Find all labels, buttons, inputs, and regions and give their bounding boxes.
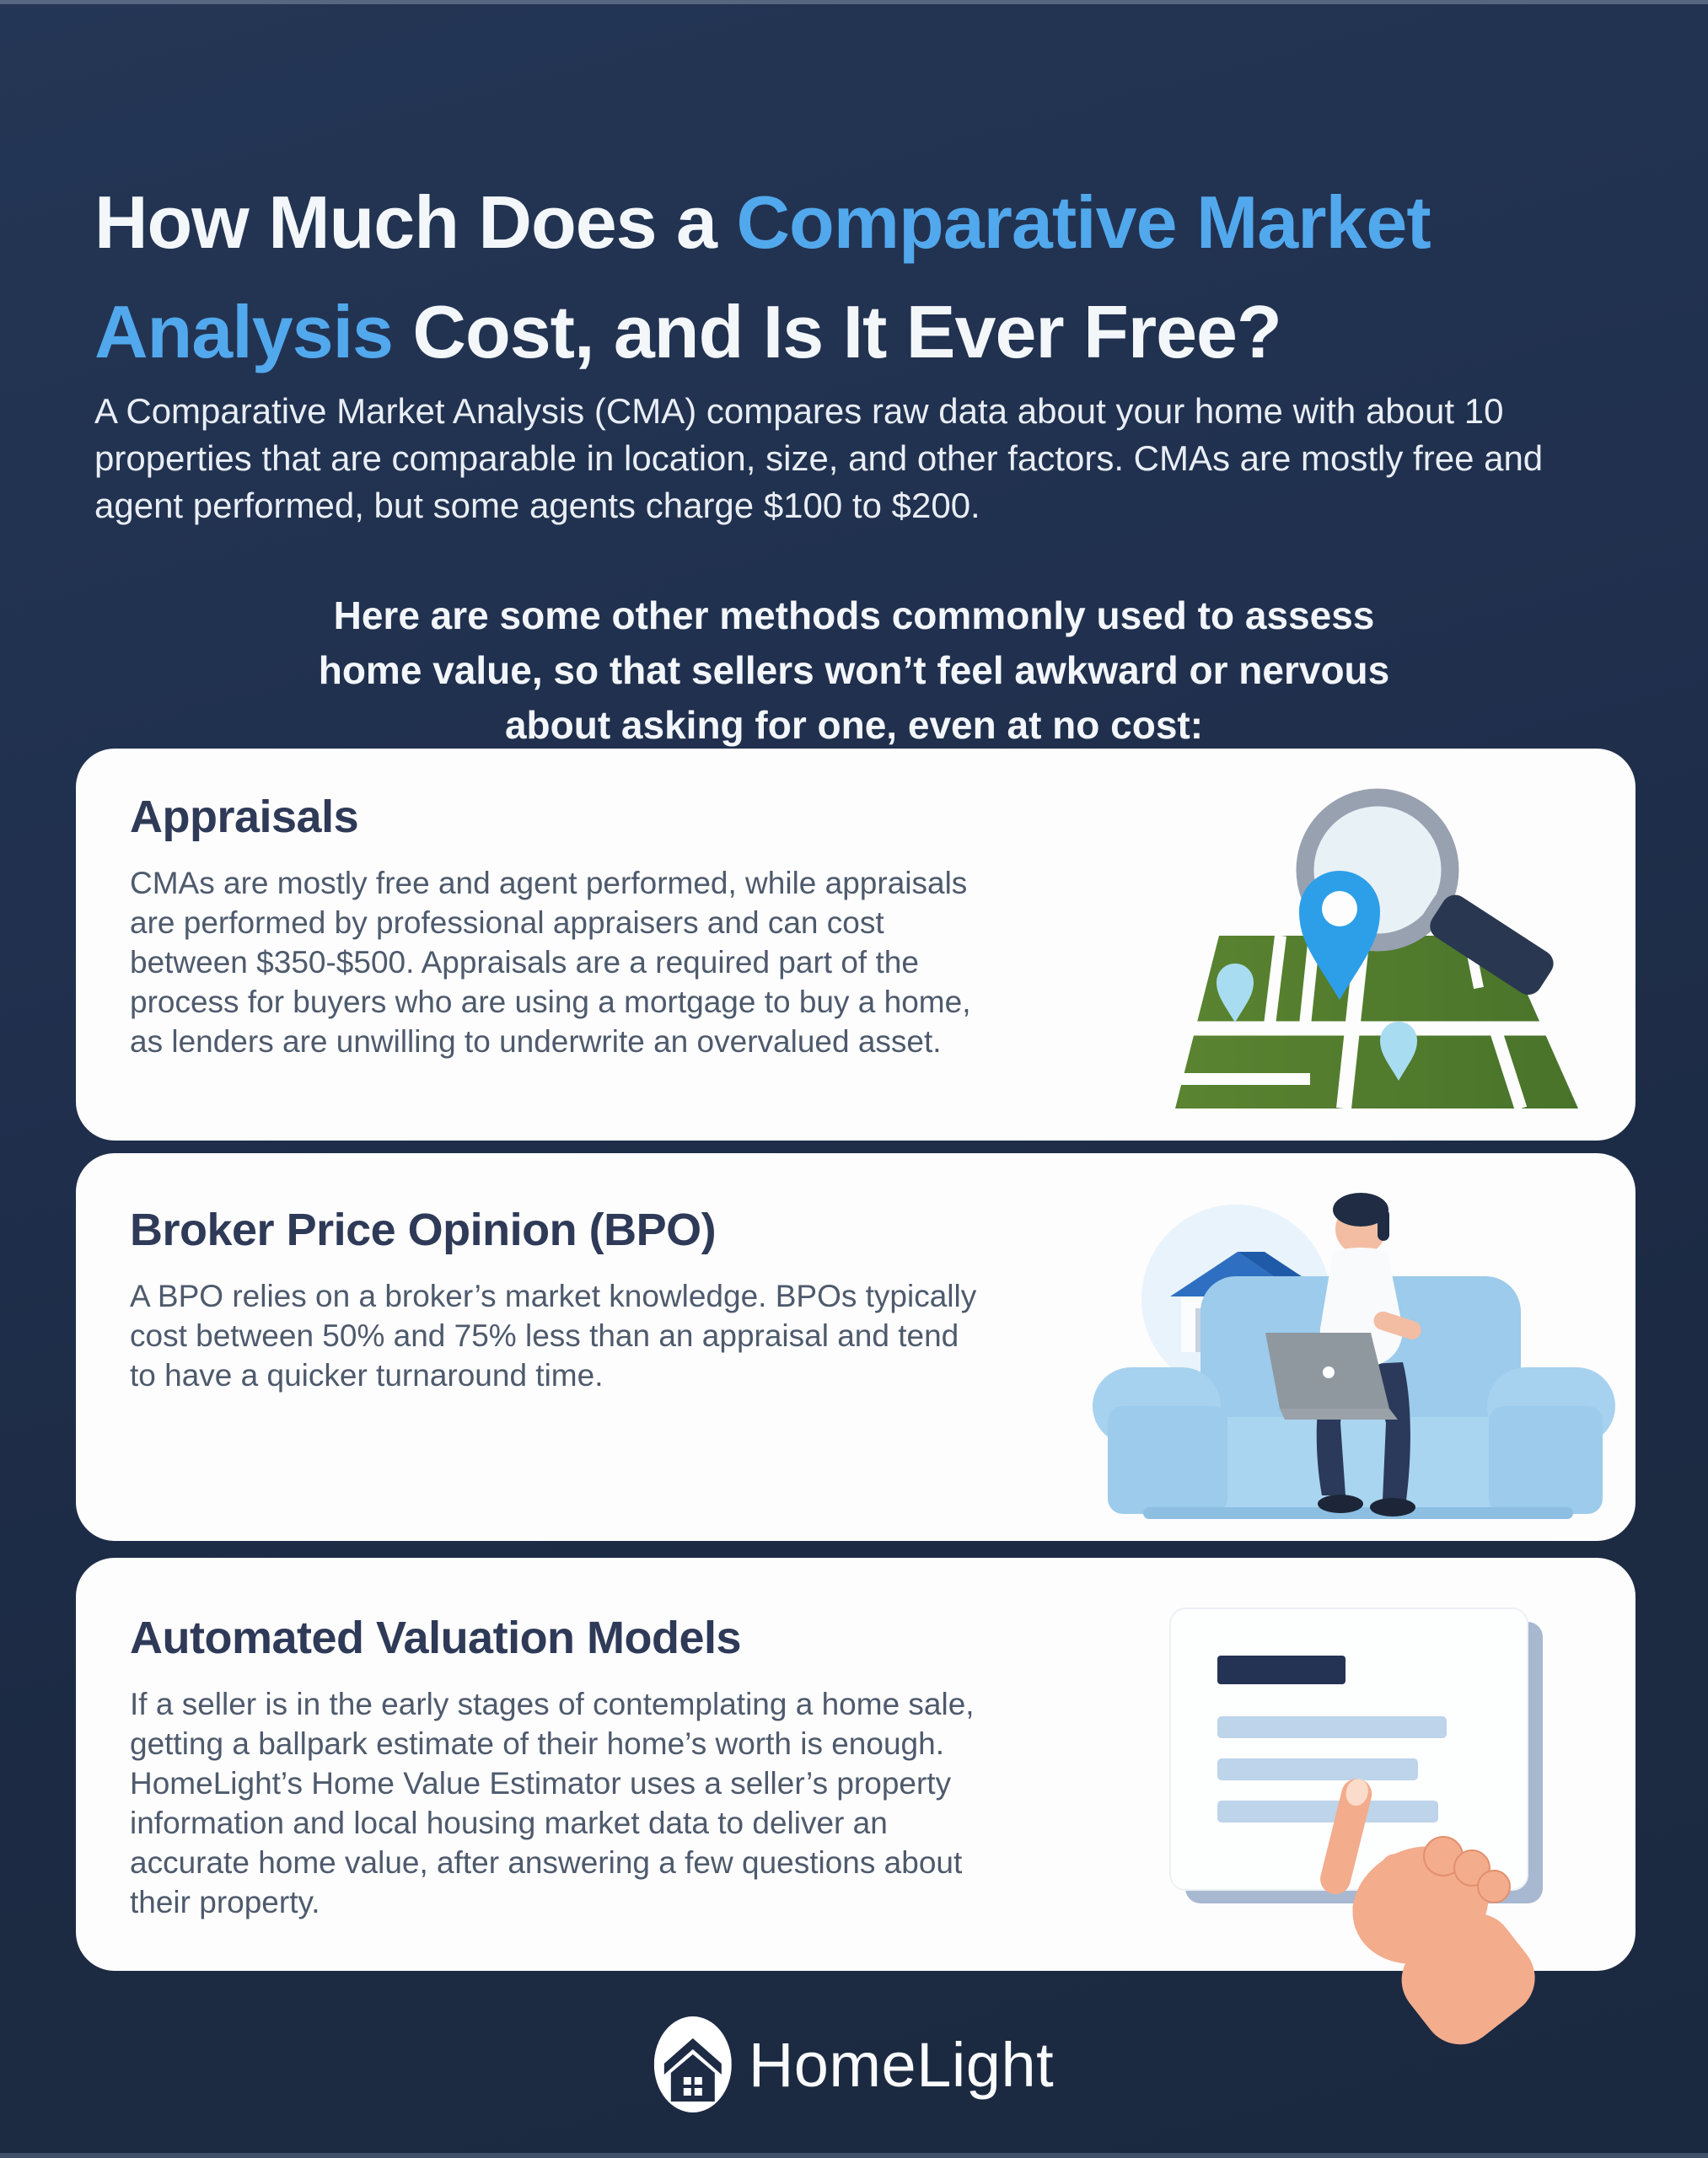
title-line-2 [94,290,1281,373]
title-line-1 [94,180,1431,264]
card-appraisals-body: CMAs are mostly free and agent performed, while appraisals are performed by professional appraisers and can cost between $350-$500. Appraisals are a required part of the process for buyers who are using a mortgage to buy a home, as lenders are unwilling to underwrite an overvalued asset. [130,866,971,1059]
title-line2-white: Cost, and Is It Ever Free? [392,289,1281,373]
homelight-logo [654,2016,1054,2112]
card-avm-text [130,1612,990,1922]
title-line1-white: How Much Does a [94,180,737,264]
top-edge-line [0,0,1708,4]
title-line2-blue: Analysis [94,289,393,373]
card-appraisals-title: Appraisals [130,792,359,842]
card-bpo-body: A BPO relies on a broker’s market knowledge. BPOs typically cost between 50% and 75% less than an appraisal and tend to have a quicker turnaround time. [130,1279,977,1393]
page-title [94,168,1662,387]
card-avm [76,1558,1635,1971]
hand-pointing-document-illustration [1130,1575,1602,1996]
brand-name: HomeLight [748,2029,1055,2100]
card-appraisals [76,749,1635,1141]
homelight-house-icon [654,2016,732,2112]
card-appraisals-text [130,791,990,1061]
map-magnifier-illustration [1141,776,1597,1130]
card-avm-title: Automated Valuation Models [130,1613,742,1663]
title-line1-blue: Comparative Market [736,180,1431,264]
subheading-paragraph: Here are some other methods commonly used to assess home value, so that sellers won’t feel awkward or nervous about asking for one, even at no cost: [318,593,1390,747]
card-bpo [76,1153,1635,1541]
intro-paragraph: A Comparative Market Analysis (CMA) compares raw data about your home with about 10 properties that are comparable in location, size, and other factors. CMAs are mostly free and agent performed, but some agents charge $100 to $200. [94,391,1544,525]
card-bpo-title: Broker Price Opinion (BPO) [130,1205,717,1255]
card-avm-body: If a seller is in the early stages of contemplating a home sale, getting a ballpark estimate of their home’s worth is enough. HomeLight’s Home Value Estimator uses a seller’s property information and local housing market data to deliver an accurate home value, after answering a few questions about their property. [130,1687,975,1919]
bottom-edge-line [0,2153,1708,2158]
person-on-couch-illustration [1093,1168,1615,1527]
card-bpo-text [130,1204,990,1395]
